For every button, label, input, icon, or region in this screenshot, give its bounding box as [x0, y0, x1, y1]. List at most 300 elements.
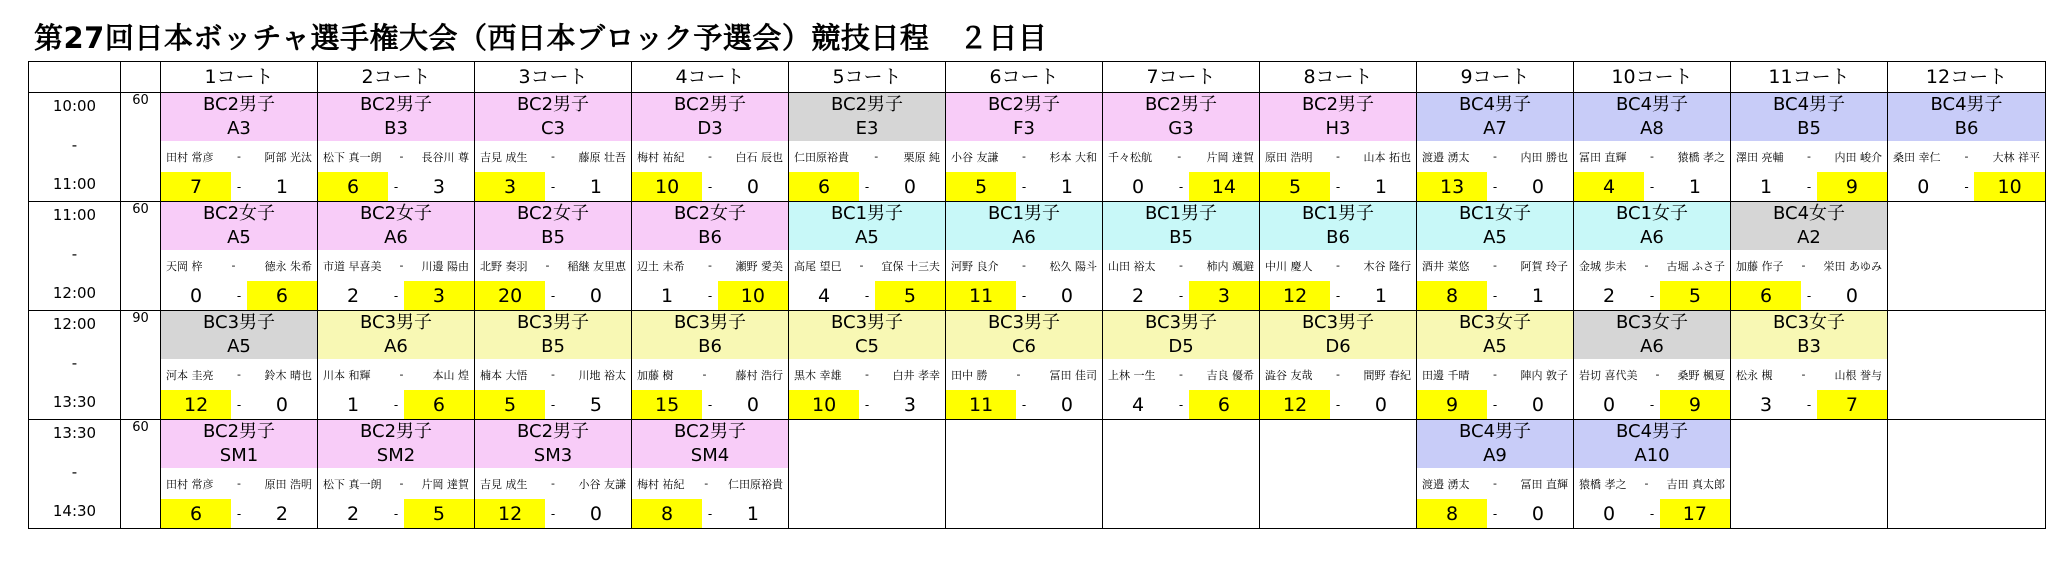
match-class: BC2男子 [1301, 94, 1375, 115]
player-separator: - [1493, 368, 1497, 381]
match-group: A3 [227, 118, 251, 139]
player-separator: - [1493, 259, 1497, 272]
score-row [1574, 390, 1730, 419]
player-1: 天岡 梓 [166, 259, 203, 273]
match-card [1417, 420, 1573, 528]
score-2: 10 [1974, 172, 2045, 201]
match-card [1103, 202, 1259, 310]
score-row [475, 281, 631, 310]
match-class: BC2男子 [359, 421, 433, 442]
match-class: BC1男子 [987, 203, 1061, 224]
score-1: 1 [661, 284, 674, 307]
score-2: 6 [1189, 390, 1259, 419]
player-2: 大林 祥平 [1992, 150, 2040, 164]
match-card [632, 202, 788, 310]
score-2: 0 [746, 175, 759, 198]
match-group: B6 [698, 227, 722, 248]
player-1: 吉見 成生 [480, 150, 528, 164]
score-separator: - [550, 397, 556, 412]
score-row [1574, 499, 1730, 528]
score-separator: - [1964, 179, 1969, 194]
match-group: B5 [1169, 227, 1193, 248]
match-header [161, 202, 317, 250]
score-separator: - [1178, 179, 1184, 194]
match-cell [1417, 93, 1574, 202]
match-group: SM1 [219, 445, 259, 466]
match-group: A6 [1012, 227, 1036, 248]
score-separator: - [1335, 288, 1341, 303]
players-row [318, 359, 474, 390]
score-1: 12 [1260, 390, 1330, 419]
match-group: A6 [384, 336, 408, 357]
player-separator: - [1022, 150, 1026, 163]
match-class: BC4男子 [1772, 94, 1846, 115]
score-row [946, 281, 1102, 310]
score-separator: - [864, 288, 870, 303]
match-class: BC4男子 [1615, 421, 1689, 442]
match-header [946, 202, 1102, 250]
score-2: 1 [1060, 175, 1073, 198]
court-header: 3コート [475, 62, 632, 93]
score-2: 14 [1189, 172, 1259, 201]
player-1: 川本 和輝 [323, 368, 371, 382]
score-1: 12 [475, 499, 545, 528]
match-header [161, 93, 317, 141]
players-row [1574, 468, 1730, 499]
player-2: 本山 煌 [432, 368, 469, 382]
match-cell [1888, 93, 2046, 202]
match-class: BC3女子 [1458, 312, 1532, 333]
score-row [789, 172, 945, 201]
match-card [318, 93, 474, 201]
score-separator: - [1492, 288, 1498, 303]
match-cell [1574, 202, 1731, 311]
player-2: 内田 勝也 [1520, 150, 1568, 164]
player-2: 猿橋 孝之 [1677, 150, 1725, 164]
player-separator: - [1336, 368, 1340, 381]
score-1: 3 [1760, 393, 1773, 416]
player-2: 白井 孝幸 [892, 368, 940, 382]
score-row [1417, 499, 1573, 528]
match-card [632, 420, 788, 528]
score-row [1417, 390, 1573, 419]
match-header [1260, 311, 1416, 359]
score-2: 1 [746, 502, 759, 525]
score-row [632, 281, 788, 310]
match-header [1888, 93, 2045, 141]
match-group: B3 [384, 118, 408, 139]
score-separator: - [1021, 179, 1027, 194]
match-group: B6 [1954, 118, 1979, 139]
match-cell [1260, 311, 1417, 420]
match-card [475, 420, 631, 528]
player-separator: - [1650, 150, 1654, 163]
duration-cell: 60 [121, 420, 161, 529]
players-row [1103, 359, 1259, 390]
match-group: A8 [1640, 118, 1664, 139]
match-card [318, 420, 474, 528]
score-row [632, 499, 788, 528]
match-header [475, 311, 631, 359]
match-cell [1417, 311, 1574, 420]
match-card [318, 202, 474, 310]
score-1: 2 [1603, 284, 1616, 307]
score-row [161, 172, 317, 201]
score-separator: - [1021, 397, 1027, 412]
time-dash: - [71, 136, 78, 154]
score-row [1731, 172, 1887, 201]
score-1: 1 [347, 393, 360, 416]
score-2: 0 [589, 502, 602, 525]
score-separator: - [1806, 288, 1812, 303]
match-header [475, 202, 631, 250]
player-1: 田村 常彦 [166, 477, 214, 491]
player-separator: - [551, 477, 555, 490]
player-separator: - [1016, 368, 1021, 381]
match-card [946, 311, 1102, 419]
court-header: 8コート [1260, 62, 1417, 93]
match-class: BC2男子 [516, 94, 590, 115]
score-separator: - [550, 179, 556, 194]
player-1: 岩切 喜代美 [1579, 368, 1638, 382]
match-header [1417, 311, 1573, 359]
match-header [161, 311, 317, 359]
score-2: 1 [275, 175, 288, 198]
score-row [318, 281, 474, 310]
players-row [1417, 359, 1573, 390]
match-header [1417, 202, 1573, 250]
player-separator: - [1644, 259, 1649, 272]
match-card [1417, 311, 1573, 419]
match-card [318, 311, 474, 419]
score-separator: - [1021, 288, 1027, 303]
player-2: 冨田 直輝 [1520, 477, 1568, 491]
players-row [161, 250, 317, 281]
score-separator: - [1335, 179, 1341, 194]
score-row [475, 499, 631, 528]
match-class: BC3男子 [673, 312, 747, 333]
score-1: 13 [1417, 172, 1487, 201]
match-class: BC4女子 [1772, 203, 1846, 224]
players-row [789, 359, 945, 390]
player-2: 鈴木 晴也 [264, 368, 312, 382]
page-title: 第27回日本ボッチャ選手権大会（西日本ブロック予選会）競技日程 ２日目 [34, 21, 1048, 55]
score-1: 9 [1417, 390, 1487, 419]
score-separator: - [864, 397, 870, 412]
player-1: 冨田 直輝 [1579, 150, 1627, 164]
players-row [1574, 141, 1730, 172]
match-header [1417, 93, 1573, 141]
start-time: 11:00 [52, 206, 97, 224]
score-2: 5 [875, 281, 945, 310]
player-separator: - [237, 477, 241, 490]
match-class: BC3男子 [830, 312, 904, 333]
player-2: 長谷川 尊 [421, 150, 469, 164]
match-class: BC4男子 [1458, 421, 1532, 442]
player-separator: - [551, 368, 555, 381]
time-range-cell [29, 311, 121, 420]
match-cell [632, 93, 789, 202]
court-header-row [29, 62, 2046, 93]
player-1: 加藤 作子 [1736, 259, 1784, 273]
score-separator: - [864, 179, 870, 194]
match-card [1574, 420, 1730, 528]
player-2: 藤原 壮吾 [578, 150, 626, 164]
score-2: 6 [404, 390, 474, 419]
players-row [475, 141, 631, 172]
match-cell [632, 420, 789, 529]
player-1: 北野 奏羽 [480, 259, 528, 273]
score-1: 11 [946, 281, 1016, 310]
court-header: 10コート [1574, 62, 1731, 93]
match-class: BC2男子 [516, 421, 590, 442]
match-card [1574, 93, 1730, 201]
score-1: 10 [632, 172, 702, 201]
match-class: BC3男子 [516, 312, 590, 333]
player-2: 桑野 楓夏 [1677, 368, 1725, 382]
court-header: 7コート [1103, 62, 1260, 93]
match-class: BC2男子 [830, 94, 904, 115]
player-1: 渡邉 湧太 [1422, 150, 1470, 164]
player-2: 仁田原裕貴 [727, 477, 783, 491]
score-separator: - [1649, 179, 1655, 194]
player-2: 古堀 ふさ子 [1666, 259, 1725, 273]
score-1: 6 [318, 172, 388, 201]
empty-court-cell [1103, 420, 1260, 529]
corner-cell [121, 62, 161, 93]
players-row [1417, 141, 1573, 172]
match-card [1574, 202, 1730, 310]
score-row [1103, 281, 1259, 310]
match-class: BC3男子 [359, 312, 433, 333]
player-1: 梅村 祐紀 [637, 150, 685, 164]
score-2: 1 [1374, 284, 1387, 307]
player-separator: - [702, 368, 707, 381]
match-cell [1574, 93, 1731, 202]
players-row [1260, 141, 1416, 172]
score-2: 10 [718, 281, 788, 310]
player-2: 稲継 友里恵 [567, 259, 626, 273]
player-separator: - [231, 259, 236, 272]
match-class: BC2女子 [202, 203, 276, 224]
score-1: 6 [1731, 281, 1801, 310]
score-separator: - [707, 397, 713, 412]
score-2: 0 [746, 393, 759, 416]
score-2: 0 [1845, 284, 1858, 307]
player-2: 原田 浩明 [264, 477, 312, 491]
players-row [1574, 250, 1730, 281]
match-header [318, 311, 474, 359]
score-2: 3 [432, 175, 445, 198]
score-1: 20 [475, 281, 545, 310]
score-separator: - [393, 288, 399, 303]
player-separator: - [399, 368, 404, 381]
player-1: 梅村 祐紀 [637, 477, 685, 491]
player-1: 加藤 樹 [637, 368, 674, 382]
players-row [1103, 141, 1259, 172]
score-2: 1 [589, 175, 602, 198]
match-cell [632, 202, 789, 311]
player-separator: - [1655, 368, 1660, 381]
player-2: 徳永 朱希 [264, 259, 312, 273]
player-2: 片岡 達賀 [1206, 150, 1254, 164]
match-cell [1574, 420, 1731, 529]
player-2: 山根 誉与 [1834, 368, 1882, 382]
player-1: 楠本 大悟 [480, 368, 528, 382]
match-card [475, 311, 631, 419]
match-card [1260, 202, 1416, 310]
player-separator: - [237, 150, 241, 163]
player-1: 田村 常彦 [166, 150, 214, 164]
empty-court-cell [1260, 420, 1417, 529]
match-card [946, 202, 1102, 310]
match-card [632, 311, 788, 419]
empty-court-cell [1731, 420, 1888, 529]
match-header [318, 93, 474, 141]
score-1: 10 [789, 390, 859, 419]
score-separator: - [1649, 506, 1655, 521]
match-header [1574, 420, 1730, 468]
time-slot-row [29, 420, 2046, 529]
empty-court-cell [1888, 202, 2046, 311]
players-row [1260, 250, 1416, 281]
score-1: 1 [1760, 175, 1773, 198]
player-separator: - [399, 150, 404, 163]
match-group: A6 [1640, 336, 1664, 357]
player-1: 澁谷 友哉 [1265, 368, 1313, 382]
player-1: 猿橋 孝之 [1579, 477, 1627, 491]
score-separator: - [393, 506, 399, 521]
match-class: BC2男子 [673, 421, 747, 442]
court-header: 4コート [632, 62, 789, 93]
score-separator: - [236, 288, 242, 303]
score-row [1260, 172, 1416, 201]
players-row [1417, 250, 1573, 281]
match-card [161, 202, 317, 310]
duration-cell: 60 [121, 93, 161, 202]
score-1: 12 [1260, 281, 1330, 310]
player-1: 河本 圭亮 [166, 368, 214, 382]
match-group: F3 [1013, 118, 1035, 139]
score-2: 7 [1817, 390, 1887, 419]
player-2: 栄田 あゆみ [1823, 259, 1882, 273]
player-2: 阿部 光汰 [264, 150, 312, 164]
match-group: SM2 [376, 445, 416, 466]
match-header [1103, 311, 1259, 359]
players-row [946, 141, 1102, 172]
player-2: 間野 春紀 [1363, 368, 1411, 382]
match-group: A10 [1634, 445, 1670, 466]
match-group: A5 [227, 336, 251, 357]
player-1: 桑田 幸仁 [1893, 150, 1941, 164]
player-2: 小谷 友謙 [578, 477, 626, 491]
player-separator: - [865, 368, 869, 381]
player-1: 河野 良介 [951, 259, 999, 273]
match-card [475, 93, 631, 201]
score-2: 0 [903, 175, 916, 198]
match-cell [318, 202, 475, 311]
time-dash: - [71, 245, 78, 263]
match-card [1574, 311, 1730, 419]
score-2: 2 [275, 502, 288, 525]
player-separator: - [237, 368, 241, 381]
score-separator: - [1335, 397, 1341, 412]
score-separator: - [1649, 288, 1655, 303]
player-separator: - [1022, 259, 1026, 272]
player-separator: - [1177, 150, 1182, 163]
court-header: 11コート [1731, 62, 1888, 93]
match-header [632, 93, 788, 141]
match-group: B5 [541, 227, 565, 248]
match-group: D6 [1325, 336, 1351, 357]
score-row [789, 281, 945, 310]
court-header: 9コート [1417, 62, 1574, 93]
score-separator: - [1492, 397, 1498, 412]
player-1: 松下 真一朗 [323, 477, 382, 491]
score-1: 8 [1417, 281, 1487, 310]
score-1: 0 [1132, 175, 1145, 198]
score-row [1574, 281, 1730, 310]
match-cell [161, 202, 318, 311]
match-header [1574, 93, 1730, 141]
score-row [1574, 172, 1730, 201]
player-1: 松永 槻 [1736, 368, 1773, 382]
player-1: 山田 裕太 [1108, 259, 1156, 273]
match-cell [318, 420, 475, 529]
match-header [1417, 420, 1573, 468]
player-separator: - [1644, 477, 1649, 490]
score-row [318, 390, 474, 419]
player-1: 吉見 成生 [480, 477, 528, 491]
player-separator: - [859, 259, 864, 272]
player-separator: - [1807, 150, 1811, 163]
score-1: 6 [161, 499, 231, 528]
score-1: 2 [1132, 284, 1145, 307]
score-row [946, 390, 1102, 419]
match-group: A9 [1483, 445, 1507, 466]
match-class: BC3男子 [987, 312, 1061, 333]
score-separator: - [393, 179, 399, 194]
score-2: 0 [1060, 284, 1073, 307]
player-1: 原田 浩明 [1265, 150, 1313, 164]
match-cell [1574, 311, 1731, 420]
player-separator: - [399, 259, 404, 272]
match-cell [1260, 93, 1417, 202]
player-1: 田邊 千晴 [1422, 368, 1470, 382]
players-row [161, 359, 317, 390]
match-cell [1260, 202, 1417, 311]
score-1: 0 [190, 284, 203, 307]
match-cell [789, 93, 946, 202]
start-time: 10:00 [52, 97, 97, 115]
score-separator: - [236, 179, 242, 194]
score-2: 9 [1817, 172, 1887, 201]
score-1: 8 [1417, 499, 1487, 528]
player-1: 小谷 友謙 [951, 150, 999, 164]
players-row [789, 250, 945, 281]
match-header [1731, 93, 1887, 141]
player-2: 阿賀 玲子 [1520, 259, 1568, 273]
player-2: 内田 峻介 [1834, 150, 1882, 164]
match-header [1731, 311, 1887, 359]
end-time: 14:30 [52, 502, 97, 520]
score-2: 5 [1660, 281, 1730, 310]
score-separator: - [393, 397, 399, 412]
score-2: 5 [589, 393, 602, 416]
score-row [161, 499, 317, 528]
score-1: 5 [475, 390, 545, 419]
score-1: 8 [632, 499, 702, 528]
